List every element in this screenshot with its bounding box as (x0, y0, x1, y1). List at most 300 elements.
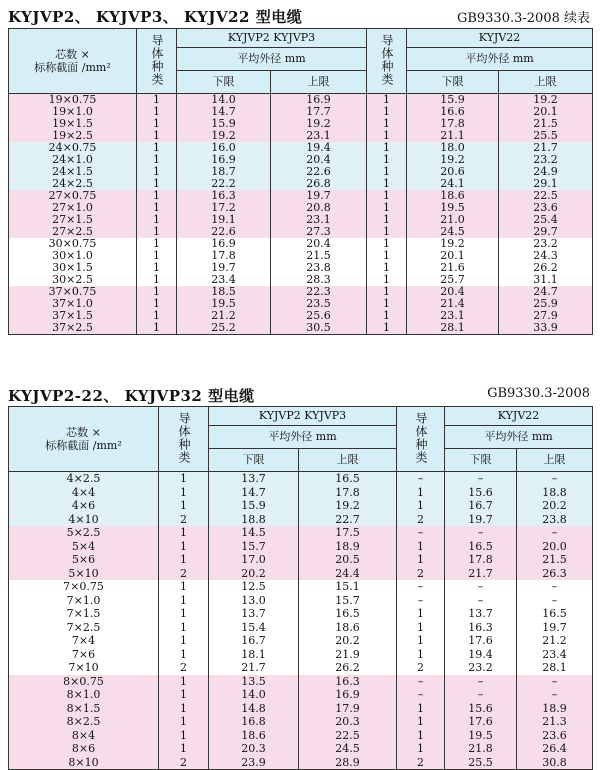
cell-spec: 19×1.5 (9, 118, 137, 130)
cell-upper-1: 17.5 (299, 526, 397, 540)
cell-upper-1: 22.7 (299, 513, 397, 527)
cell-lower-1: 12.5 (209, 580, 299, 594)
cell-spec: 7×0.75 (9, 580, 159, 594)
cell-lower-2: – (445, 594, 517, 608)
cell-conductor-type-2: – (397, 594, 445, 608)
table-row (9, 634, 593, 648)
cell-conductor-type-1: 1 (159, 702, 209, 716)
cell-upper-1: 20.8 (271, 202, 367, 214)
cell-lower-1: 15.9 (209, 499, 299, 513)
table-row (9, 118, 593, 130)
cell-upper-2: 23.2 (499, 238, 593, 250)
cell-upper-1: 28.9 (299, 756, 397, 770)
cell-conductor-type-2: 1 (397, 540, 445, 554)
cell-conductor-type-2: 1 (367, 166, 407, 178)
cell-upper-2: 21.3 (517, 715, 593, 729)
cell-lower-2: 28.1 (407, 322, 499, 335)
cell-lower-1: 19.2 (177, 130, 271, 142)
cell-spec: 24×1.5 (9, 166, 137, 178)
cell-upper-1: 20.4 (271, 154, 367, 166)
col-header-upper-1: 上限 (299, 449, 397, 472)
cell-conductor-type-1: 1 (159, 580, 209, 594)
cell-upper-1: 24.5 (299, 742, 397, 756)
cell-lower-1: 14.0 (209, 688, 299, 702)
cell-lower-1: 15.4 (209, 621, 299, 635)
cell-lower-1: 17.0 (209, 553, 299, 567)
cell-lower-1: 17.2 (177, 202, 271, 214)
cell-upper-2: 33.9 (499, 322, 593, 335)
cell-upper-1: 22.6 (271, 166, 367, 178)
cell-upper-2: 22.5 (499, 190, 593, 202)
cell-lower-2: 15.6 (445, 702, 517, 716)
cell-lower-2: 16.7 (445, 499, 517, 513)
cell-lower-1: 18.5 (177, 286, 271, 298)
col-header-cores (9, 407, 159, 472)
cell-lower-2: 25.7 (407, 274, 499, 286)
cell-lower-1: 17.8 (177, 250, 271, 262)
table-row (9, 226, 593, 238)
cell-conductor-type-1: 1 (137, 142, 177, 154)
cell-lower-1: 13.0 (209, 594, 299, 608)
cell-conductor-type-1: 2 (159, 567, 209, 581)
cell-lower-2: 18.6 (407, 190, 499, 202)
cell-upper-2: 26.2 (499, 262, 593, 274)
cell-lower-2: 19.2 (407, 238, 499, 250)
conductor-type-label: 导体种类 (177, 411, 191, 464)
cell-upper-2: 23.2 (499, 154, 593, 166)
cell-spec: 4×6 (9, 499, 159, 513)
cell-upper-2: 29.7 (499, 226, 593, 238)
col-header-lower-1: 下限 (177, 71, 271, 94)
cell-upper-1: 30.5 (271, 322, 367, 335)
section1-table-body (9, 94, 593, 335)
table-row (9, 621, 593, 635)
col-header-avg-od-2: 平均外径 mm (445, 426, 593, 449)
cell-spec: 7×10 (9, 661, 159, 675)
table-row (9, 298, 593, 310)
cell-spec: 24×0.75 (9, 142, 137, 154)
cell-lower-1: 13.5 (209, 675, 299, 689)
cell-conductor-type-1: 1 (159, 715, 209, 729)
cell-lower-1: 16.8 (209, 715, 299, 729)
cell-conductor-type-2: – (397, 580, 445, 594)
cell-conductor-type-2: 1 (397, 742, 445, 756)
cell-upper-2: 16.5 (517, 607, 593, 621)
col-header-lower-2: 下限 (445, 449, 517, 472)
cell-upper-2: 24.9 (499, 166, 593, 178)
cell-upper-2: 27.9 (499, 310, 593, 322)
cell-conductor-type-2: 1 (397, 715, 445, 729)
table-row (9, 262, 593, 274)
table-row (9, 580, 593, 594)
col-header-upper-2: 上限 (517, 449, 593, 472)
cell-spec: 5×6 (9, 553, 159, 567)
cell-lower-1: 15.9 (177, 118, 271, 130)
cell-spec: 27×1.0 (9, 202, 137, 214)
cell-upper-1: 23.1 (271, 130, 367, 142)
cell-spec: 37×0.75 (9, 286, 137, 298)
cores-label-line1: 芯数 × (55, 47, 90, 61)
table-row (9, 715, 593, 729)
section1-standard: GB9330.3-2008 续表 (456, 11, 590, 26)
table-row (9, 486, 593, 500)
cell-conductor-type-2: 1 (367, 238, 407, 250)
cell-lower-1: 22.6 (177, 226, 271, 238)
cell-spec: 37×1.0 (9, 298, 137, 310)
cell-upper-1: 22.3 (271, 286, 367, 298)
cell-upper-1: 17.7 (271, 106, 367, 118)
table-row (9, 190, 593, 202)
cell-upper-1: 23.8 (271, 262, 367, 274)
cell-lower-2: – (445, 580, 517, 594)
cell-spec: 7×1.0 (9, 594, 159, 608)
col-header-cores (9, 29, 137, 94)
cell-spec: 37×2.5 (9, 322, 137, 335)
cell-conductor-type-1: 1 (159, 472, 209, 486)
section1-table (8, 28, 593, 335)
cell-conductor-type-1: 1 (159, 553, 209, 567)
col-header-upper-2: 上限 (499, 71, 593, 94)
cell-upper-2: 24.3 (499, 250, 593, 262)
cell-upper-2: 18.9 (517, 702, 593, 716)
col-header-avg-od-1: 平均外径 mm (209, 426, 397, 449)
col-header-avg-od-1: 平均外径 mm (177, 48, 367, 71)
cell-lower-2: 17.6 (445, 634, 517, 648)
cell-spec: 8×1.5 (9, 702, 159, 716)
cell-conductor-type-2: 1 (397, 486, 445, 500)
section1-title: KYJVP2、 KYJVP3、 KYJV22 型电缆 (8, 8, 303, 26)
cell-conductor-type-1: 1 (159, 648, 209, 662)
table-row (9, 322, 593, 335)
cell-lower-2: 24.1 (407, 178, 499, 190)
cell-upper-2: 21.5 (499, 118, 593, 130)
cell-conductor-type-1: 2 (159, 513, 209, 527)
cell-conductor-type-2: 2 (397, 661, 445, 675)
table-row (9, 94, 593, 107)
cell-conductor-type-1: 1 (159, 594, 209, 608)
cell-conductor-type-2: 1 (367, 214, 407, 226)
cell-lower-2: 17.8 (407, 118, 499, 130)
cell-spec: 7×4 (9, 634, 159, 648)
cell-upper-2: – (517, 594, 593, 608)
cell-conductor-type-1: 1 (137, 166, 177, 178)
cell-upper-2: 23.6 (517, 729, 593, 743)
cell-conductor-type-2: 1 (397, 621, 445, 635)
cell-conductor-type-2: 1 (397, 729, 445, 743)
cell-conductor-type-1: 1 (137, 214, 177, 226)
cell-upper-2: 29.1 (499, 178, 593, 190)
cell-conductor-type-1: 1 (137, 298, 177, 310)
cell-lower-1: 22.2 (177, 178, 271, 190)
cell-upper-2: 21.5 (517, 553, 593, 567)
cell-conductor-type-1: 1 (137, 226, 177, 238)
cell-upper-1: 28.3 (271, 274, 367, 286)
cell-conductor-type-1: 1 (137, 178, 177, 190)
cell-upper-1: 16.9 (299, 688, 397, 702)
cell-lower-1: 21.7 (209, 661, 299, 675)
col-header-lower-2: 下限 (407, 71, 499, 94)
table-row (9, 567, 593, 581)
cell-spec: 5×2.5 (9, 526, 159, 540)
cores-label-line2: 标称截面 /mm² (45, 439, 122, 452)
table-row (9, 130, 593, 142)
cell-lower-1: 18.8 (209, 513, 299, 527)
cell-conductor-type-1: 1 (159, 621, 209, 635)
cell-upper-2: 20.1 (499, 106, 593, 118)
cell-lower-2: – (445, 472, 517, 486)
cell-spec: 5×4 (9, 540, 159, 554)
table-row (9, 553, 593, 567)
table-row (9, 202, 593, 214)
table-row (9, 607, 593, 621)
cell-conductor-type-2: 2 (397, 756, 445, 770)
cell-spec: 7×6 (9, 648, 159, 662)
cell-lower-2: 20.1 (407, 250, 499, 262)
cell-lower-2: 21.7 (445, 567, 517, 581)
cell-spec: 27×1.5 (9, 214, 137, 226)
table-row (9, 142, 593, 154)
cell-lower-2: 17.8 (445, 553, 517, 567)
cell-upper-2: 21.2 (517, 634, 593, 648)
cell-upper-2: – (517, 580, 593, 594)
cell-conductor-type-1: 1 (159, 675, 209, 689)
cell-lower-1: 16.9 (177, 238, 271, 250)
cell-upper-1: 27.3 (271, 226, 367, 238)
table-row (9, 729, 593, 743)
cell-upper-2: 23.6 (499, 202, 593, 214)
section2-table-body (9, 472, 593, 770)
cell-spec: 8×1.0 (9, 688, 159, 702)
cell-upper-1: 26.2 (299, 661, 397, 675)
cell-conductor-type-2: 1 (367, 94, 407, 107)
cell-conductor-type-1: 1 (159, 742, 209, 756)
cell-conductor-type-2: – (397, 688, 445, 702)
cell-conductor-type-2: – (397, 675, 445, 689)
cell-conductor-type-1: 1 (159, 499, 209, 513)
cell-upper-1: 18.9 (299, 540, 397, 554)
cell-conductor-type-1: 1 (137, 118, 177, 130)
cell-spec: 4×10 (9, 513, 159, 527)
cell-upper-1: 16.9 (271, 94, 367, 107)
cell-lower-2: 19.4 (445, 648, 517, 662)
cell-conductor-type-2: 1 (397, 499, 445, 513)
table-row (9, 756, 593, 770)
cell-conductor-type-1: 1 (137, 130, 177, 142)
cell-lower-1: 18.1 (209, 648, 299, 662)
cell-lower-2: 20.6 (407, 166, 499, 178)
cell-spec: 5×10 (9, 567, 159, 581)
table-row (9, 274, 593, 286)
cell-conductor-type-2: 1 (367, 286, 407, 298)
cell-upper-1: 25.6 (271, 310, 367, 322)
cell-lower-1: 19.7 (177, 262, 271, 274)
cell-conductor-type-1: 1 (137, 286, 177, 298)
col-header-lower-1: 下限 (209, 449, 299, 472)
cell-conductor-type-2: 2 (397, 567, 445, 581)
cell-lower-2: – (445, 526, 517, 540)
cell-conductor-type-1: 1 (159, 607, 209, 621)
cell-lower-1: 16.3 (177, 190, 271, 202)
cell-upper-2: – (517, 688, 593, 702)
cell-lower-2: 13.7 (445, 607, 517, 621)
cell-lower-2: 16.6 (407, 106, 499, 118)
cell-conductor-type-2: 1 (367, 130, 407, 142)
cell-upper-2: 25.5 (499, 130, 593, 142)
cell-conductor-type-2: 1 (367, 262, 407, 274)
table-row (9, 238, 593, 250)
cell-conductor-type-2: 1 (397, 648, 445, 662)
cell-upper-1: 19.2 (299, 499, 397, 513)
cell-conductor-type-2: 1 (367, 274, 407, 286)
cell-lower-2: 21.1 (407, 130, 499, 142)
cell-lower-1: 25.2 (177, 322, 271, 335)
cell-conductor-type-1: 1 (159, 688, 209, 702)
cell-lower-1: 13.7 (209, 607, 299, 621)
cell-spec: 8×10 (9, 756, 159, 770)
cell-spec: 24×1.0 (9, 154, 137, 166)
cell-conductor-type-2: 1 (367, 190, 407, 202)
cell-spec: 8×2.5 (9, 715, 159, 729)
conductor-type-label: 导体种类 (414, 411, 428, 464)
cell-conductor-type-2: – (397, 472, 445, 486)
cell-conductor-type-2: 1 (367, 202, 407, 214)
cell-lower-2: 21.6 (407, 262, 499, 274)
cell-upper-1: 22.5 (299, 729, 397, 743)
table-row (9, 742, 593, 756)
table-row (9, 513, 593, 527)
cell-lower-1: 14.8 (209, 702, 299, 716)
cell-upper-1: 20.4 (271, 238, 367, 250)
cell-conductor-type-1: 1 (159, 540, 209, 554)
cell-lower-2: 19.5 (407, 202, 499, 214)
cell-lower-2: – (445, 688, 517, 702)
cell-spec: 19×0.75 (9, 94, 137, 107)
cell-conductor-type-2: – (397, 526, 445, 540)
cell-upper-2: 26.4 (517, 742, 593, 756)
cell-upper-2: – (517, 472, 593, 486)
cell-lower-2: 20.4 (407, 286, 499, 298)
cell-conductor-type-2: 1 (367, 118, 407, 130)
conductor-type-label: 导体种类 (150, 33, 164, 86)
cell-upper-1: 19.2 (271, 118, 367, 130)
cell-upper-1: 21.9 (299, 648, 397, 662)
cell-lower-2: 21.8 (445, 742, 517, 756)
cell-upper-1: 23.5 (271, 298, 367, 310)
cell-conductor-type-2: 1 (367, 250, 407, 262)
cell-conductor-type-1: 1 (137, 238, 177, 250)
cell-conductor-type-1: 1 (137, 154, 177, 166)
cell-lower-2: 18.0 (407, 142, 499, 154)
cell-spec: 7×1.5 (9, 607, 159, 621)
cell-spec: 30×0.75 (9, 238, 137, 250)
cell-upper-2: 20.0 (517, 540, 593, 554)
cell-upper-2: – (517, 675, 593, 689)
cell-conductor-type-2: 1 (367, 310, 407, 322)
table-row (9, 702, 593, 716)
col-header-group-kyjv22: KYJV22 (445, 407, 593, 426)
col-header-upper-1: 上限 (271, 71, 367, 94)
cores-label-line1: 芯数 × (66, 425, 101, 439)
cell-conductor-type-2: 1 (367, 298, 407, 310)
col-header-conductor-type-2 (397, 407, 445, 472)
table-row (9, 499, 593, 513)
cell-lower-1: 15.7 (209, 540, 299, 554)
cell-lower-2: 19.5 (445, 729, 517, 743)
cell-conductor-type-1: 1 (137, 274, 177, 286)
table-row (9, 250, 593, 262)
cell-conductor-type-1: 1 (137, 250, 177, 262)
cell-lower-2: 15.6 (445, 486, 517, 500)
cell-spec: 27×0.75 (9, 190, 137, 202)
cell-lower-1: 16.0 (177, 142, 271, 154)
cell-spec: 8×4 (9, 729, 159, 743)
table-row (9, 154, 593, 166)
cell-upper-1: 16.3 (299, 675, 397, 689)
cell-spec: 4×2.5 (9, 472, 159, 486)
table-row (9, 661, 593, 675)
cell-upper-2: 19.2 (499, 94, 593, 107)
cell-lower-1: 14.7 (209, 486, 299, 500)
cell-upper-1: 19.7 (271, 190, 367, 202)
table-row (9, 688, 593, 702)
cell-upper-2: 30.8 (517, 756, 593, 770)
cell-upper-1: 23.1 (271, 214, 367, 226)
cell-upper-2: 31.1 (499, 274, 593, 286)
cell-lower-2: 16.5 (445, 540, 517, 554)
table-row (9, 310, 593, 322)
cell-lower-2: – (445, 675, 517, 689)
table-row (9, 178, 593, 190)
col-header-conductor-type-1 (159, 407, 209, 472)
cell-spec: 24×2.5 (9, 178, 137, 190)
section2-table (8, 406, 593, 770)
cell-conductor-type-1: 2 (159, 661, 209, 675)
cell-lower-1: 16.9 (177, 154, 271, 166)
table-row (9, 214, 593, 226)
cell-conductor-type-1: 1 (137, 106, 177, 118)
cell-upper-2: – (517, 526, 593, 540)
cell-upper-1: 21.5 (271, 250, 367, 262)
cell-upper-2: 18.8 (517, 486, 593, 500)
cell-conductor-type-2: 1 (397, 634, 445, 648)
cell-conductor-type-1: 1 (137, 190, 177, 202)
cell-upper-2: 24.7 (499, 286, 593, 298)
cell-upper-2: 19.7 (517, 621, 593, 635)
cell-conductor-type-2: 1 (367, 178, 407, 190)
cell-spec: 7×2.5 (9, 621, 159, 635)
cell-conductor-type-1: 2 (159, 756, 209, 770)
cell-upper-2: 23.4 (517, 648, 593, 662)
cell-conductor-type-1: 1 (159, 729, 209, 743)
col-header-conductor-type-1 (137, 29, 177, 94)
cell-upper-1: 16.5 (299, 472, 397, 486)
table-row (9, 648, 593, 662)
cell-upper-2: 21.7 (499, 142, 593, 154)
cell-lower-1: 19.1 (177, 214, 271, 226)
cell-lower-1: 23.4 (177, 274, 271, 286)
cell-lower-2: 19.7 (445, 513, 517, 527)
cell-conductor-type-2: 1 (367, 226, 407, 238)
cell-spec: 8×6 (9, 742, 159, 756)
cell-upper-2: 23.8 (517, 513, 593, 527)
cell-lower-1: 14.7 (177, 106, 271, 118)
table-row (9, 540, 593, 554)
cell-lower-1: 19.5 (177, 298, 271, 310)
cell-conductor-type-1: 1 (159, 526, 209, 540)
cell-conductor-type-2: 1 (367, 322, 407, 335)
conductor-type-label: 导体种类 (380, 33, 394, 86)
cell-spec: 30×1.5 (9, 262, 137, 274)
